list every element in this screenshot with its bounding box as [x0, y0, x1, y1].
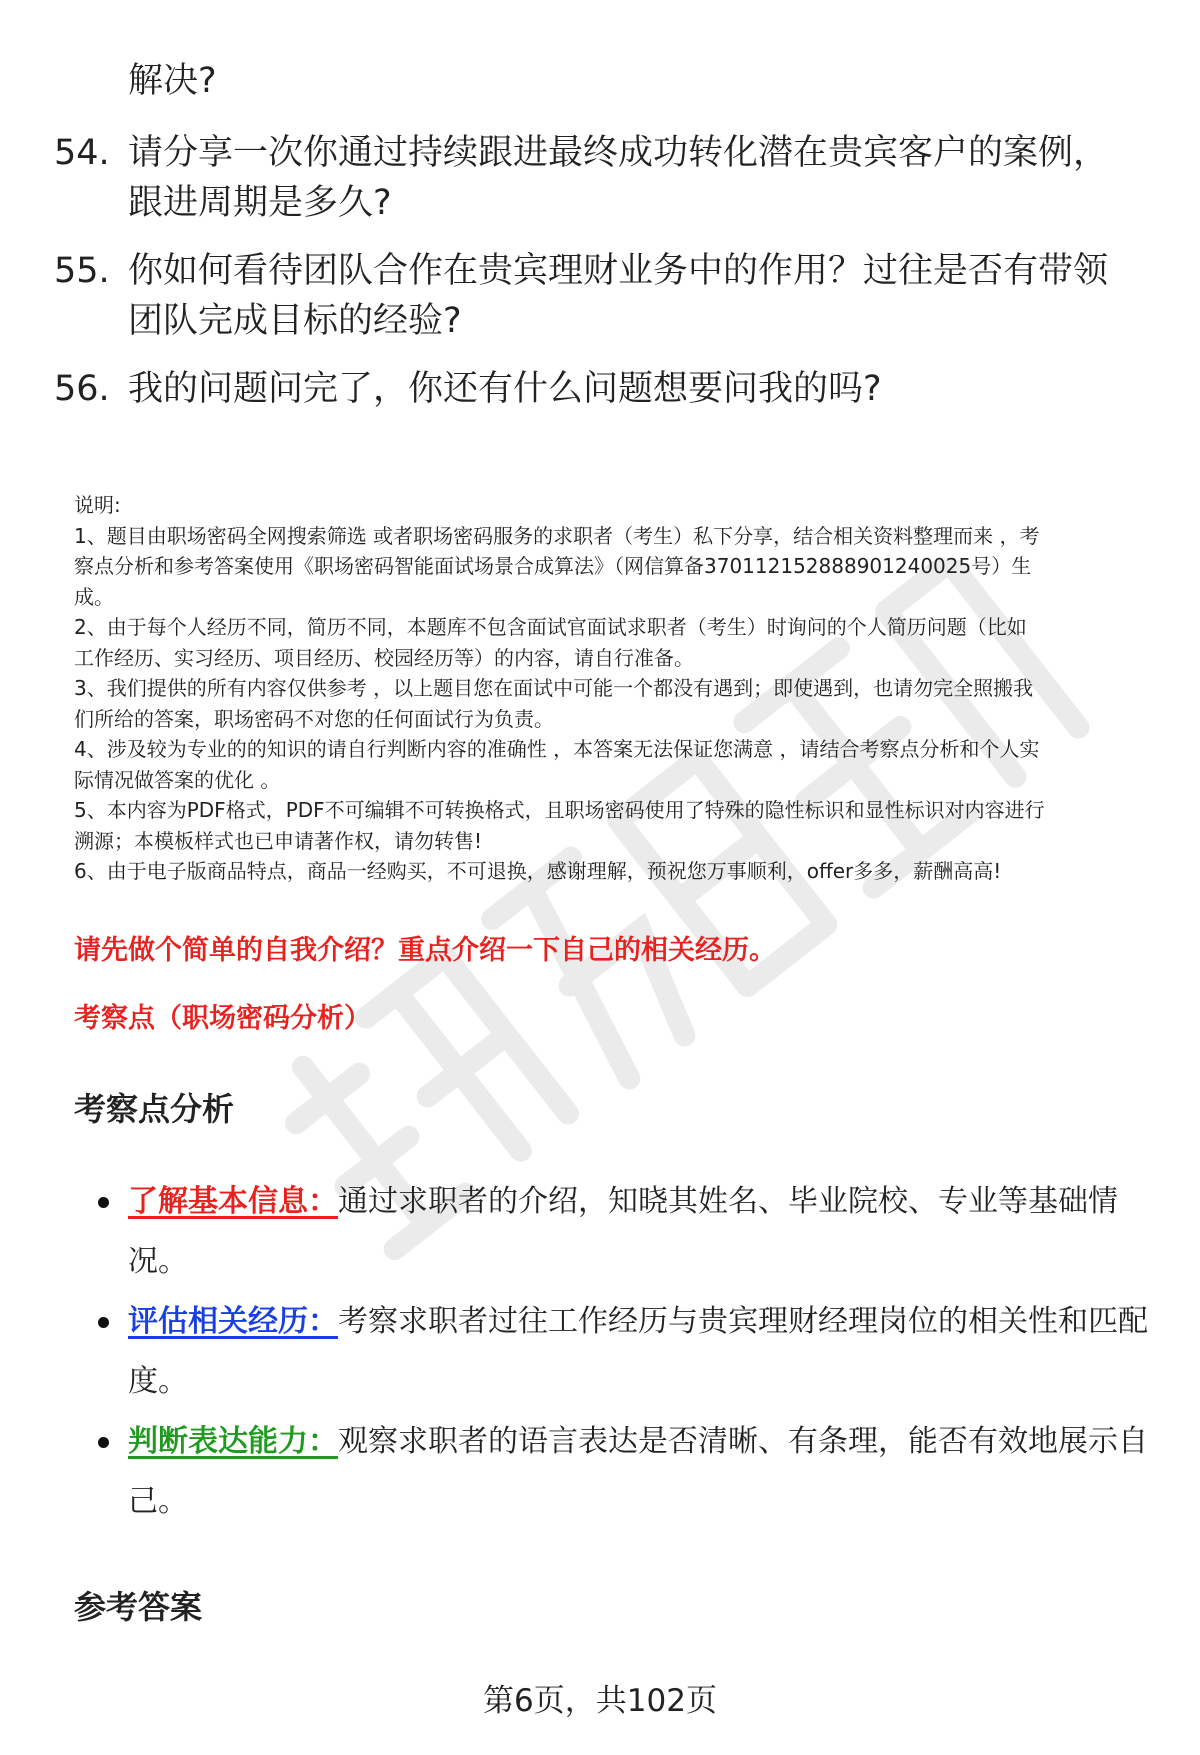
question-text-line: 你如何看待团队合作在贵宾理财业务中的作用？过往是否有带领: [128, 251, 1109, 291]
notes-line: 工作经历、实习经历、项目经历、校园经历等）的内容，请自行准备。: [74, 645, 694, 670]
analysis-keyword: 判断表达能力：: [128, 1424, 338, 1459]
question-title: 请先做个简单的自我介绍？重点介绍一下自己的相关经历。: [74, 935, 776, 966]
question-number: 55.: [54, 251, 110, 291]
bullet-dot-icon: [98, 1317, 109, 1328]
question-text-line: 跟进周期是多久?: [128, 183, 392, 223]
question-text-line: 请分享一次你通过持续跟进最终成功转化潜在贵宾客户的案例，: [128, 133, 1109, 173]
notes-block: [74, 490, 1164, 887]
analysis-text: 考察求职者过往工作经历与贵宾理财经理岗位的相关性和匹配: [338, 1304, 1148, 1339]
question-text-line: 我的问题问完了，你还有什么问题想要问我的吗?: [128, 369, 882, 409]
notes-line: 5、本内容为PDF格式，PDF不可编辑不可转换格式，且职场密码使用了特殊的隐性标识和显性标识对内容进行: [74, 798, 1045, 822]
notes-line: 们所给的答案，职场密码不对您的任何面试行为负责。: [74, 706, 554, 731]
notes-line: 际情况做答案的优化 。: [74, 767, 281, 792]
notes-line: 察点分析和参考答案使用《职场密码智能面试场景合成算法》（网信算备370112152888901240025号）生: [74, 554, 1032, 578]
exam-point-label: 考察点（职场密码分析）: [74, 1003, 371, 1034]
question-number: 54.: [54, 133, 110, 173]
notes-line: 3、我们提供的所有内容仅供参考 ，以上题目您在面试中可能一个都没有遇到；即使遇到，也请勿完全照搬我: [74, 676, 1034, 700]
reference-answer-heading: 参考答案: [74, 1588, 203, 1626]
analysis-keyword: 评估相关经历：: [128, 1304, 338, 1339]
notes-line: 6、由于电子版商品特点，商品一经购买，不可退换，感谢理解，预祝您万事顺利，offer多多，薪酬高高!: [74, 859, 1002, 883]
analysis-keyword: 了解基本信息：: [128, 1184, 338, 1219]
notes-heading: 说明:: [74, 493, 121, 517]
analysis-text: 度。: [128, 1364, 188, 1399]
question-continuation: 解决?: [128, 61, 217, 101]
analysis-text: 己。: [128, 1484, 188, 1519]
analysis-text: 况。: [128, 1244, 188, 1279]
question-number: 56.: [54, 369, 110, 409]
analysis-heading: 考察点分析: [74, 1090, 235, 1128]
bullet-dot-icon: [98, 1437, 109, 1448]
analysis-text: 观察求职者的语言表达是否清晰、有条理，能否有效地展示自: [338, 1424, 1148, 1459]
question-text-line: 团队完成目标的经验?: [128, 301, 462, 341]
page-number: 第6页，共102页: [483, 1683, 717, 1719]
notes-line: 1、题目由职场密码全网搜索筛选 或者职场密码服务的求职者（考生）私下分享，结合相关资料整理而来 ，考: [74, 523, 1040, 548]
notes-line: 成。: [74, 584, 114, 609]
notes-line: 4、涉及较为专业的的知识的请自行判断内容的准确性 ，本答案无法保证您满意 ，请结合考察点分析和个人实: [74, 737, 1040, 761]
bullet-dot-icon: [98, 1197, 109, 1208]
analysis-text: 通过求职者的介绍，知晓其姓名、毕业院校、专业等基础情: [338, 1184, 1118, 1219]
notes-line: 溯源；本模板样式也已申请著作权，请勿转售!: [74, 828, 483, 853]
notes-line: 2、由于每个人经历不同，简历不同，本题库不包含面试官面试求职者（考生）时询问的个人简历问题（比如: [74, 615, 1027, 639]
